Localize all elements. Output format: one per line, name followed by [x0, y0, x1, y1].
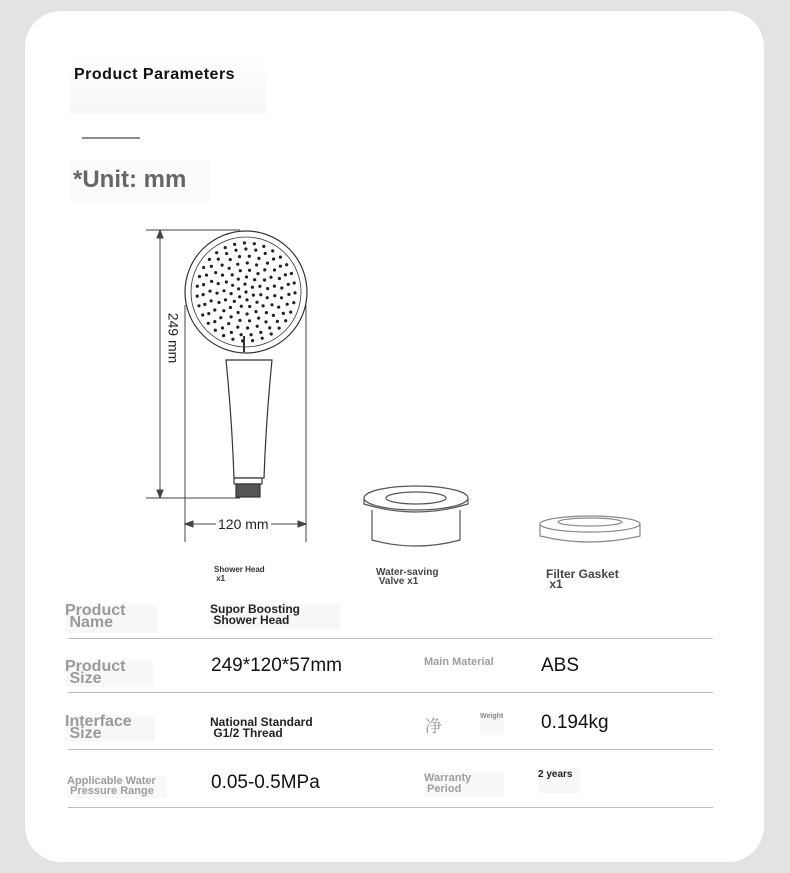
nozzle-dot [202, 293, 205, 296]
divider-dash [82, 137, 140, 139]
nozzle-dot [229, 306, 232, 309]
nozzle-dot [278, 327, 281, 330]
nozzle-dot [225, 252, 228, 255]
nozzle-dot [246, 326, 249, 329]
nozzle-dot [265, 311, 268, 314]
nozzle-dot [217, 282, 220, 285]
nozzle-dot [289, 311, 292, 314]
product-size-value: 249*120*57mm [211, 655, 342, 676]
nozzle-dot [245, 298, 248, 301]
weight-value: 0.194kg [541, 712, 609, 733]
nozzle-dot [255, 301, 258, 304]
nozzle-dot [293, 281, 296, 284]
nozzle-dot [210, 280, 213, 283]
nozzle-dot [246, 312, 249, 315]
nozzle-dot [271, 249, 274, 252]
nozzle-dot [290, 272, 293, 275]
nozzle-dot [262, 245, 265, 248]
nozzle-dot [231, 338, 234, 341]
nozzle-dot [251, 339, 254, 342]
nozzle-dot [280, 286, 283, 289]
nozzle-dot [237, 278, 240, 281]
nozzle-dot [221, 274, 224, 277]
section-title: Product Parameters [74, 66, 236, 83]
nozzle-dot [248, 319, 251, 322]
main-material-value: ABS [541, 655, 580, 676]
nozzle-dot [222, 309, 225, 312]
row-divider [68, 749, 713, 750]
nozzle-dot [252, 294, 255, 297]
nozzle-dot [210, 265, 213, 268]
gasket-caption: Filter Gasket x1 [546, 567, 619, 591]
nozzle-dot [222, 334, 225, 337]
nozzle-dot [268, 326, 271, 329]
nozzle-dot [237, 287, 240, 290]
nozzle-dot [244, 290, 247, 293]
nozzle-dot [244, 247, 247, 250]
nozzle-dot [225, 280, 228, 283]
nozzle-dot [285, 263, 288, 266]
nozzle-dot [213, 308, 216, 311]
nozzle-dot [224, 246, 227, 249]
row-divider [68, 638, 713, 639]
nozzle-dot [215, 292, 218, 295]
width-dimension-label: 120 mm [218, 516, 269, 532]
nozzle-dot [231, 284, 234, 287]
nozzle-dot [254, 249, 257, 252]
nozzle-dot [270, 303, 273, 306]
row-divider [68, 807, 713, 808]
nozzle-dot [259, 331, 262, 334]
nozzle-dot [201, 313, 204, 316]
nozzle-dot [257, 317, 260, 320]
nozzle-dot [243, 283, 246, 286]
nozzle-dot [261, 337, 264, 340]
nozzle-dot [219, 316, 222, 319]
nozzle-dot [234, 249, 237, 252]
nozzle-dot [203, 303, 206, 306]
nozzle-dot [259, 293, 262, 296]
nozzle-dot [251, 286, 254, 289]
nozzle-dot [287, 283, 290, 286]
interface-size-value: National Standard G1/2 Thread [210, 715, 313, 740]
nozzle-dot [196, 285, 199, 288]
nozzle-dot [272, 314, 275, 317]
nozzle-dot [263, 278, 266, 281]
section-heading [70, 54, 266, 114]
valve-caption: Water-saving Valve x1 [376, 567, 439, 587]
nozzle-dot [263, 268, 266, 271]
nozzle-dot [264, 252, 267, 255]
nozzle-dot [246, 261, 249, 264]
nozzle-dot [255, 263, 258, 266]
nozzle-dot [240, 305, 243, 308]
nozzle-dot [270, 332, 273, 335]
nozzle-dot [217, 258, 220, 261]
nozzle-dot [227, 322, 230, 325]
nozzle-dot [245, 275, 248, 278]
nozzle-dot [229, 258, 232, 261]
height-dimension-label: 249 mm [165, 312, 182, 364]
nozzle-dot [213, 320, 216, 323]
nozzle-dot [273, 268, 276, 271]
nozzle-dot [239, 269, 242, 272]
nozzle-dot [207, 322, 210, 325]
nozzle-dot [266, 287, 269, 290]
nozzle-dot [256, 272, 259, 275]
nozzle-dot [277, 306, 280, 309]
nozzle-dot [237, 311, 240, 314]
nozzle-dot [238, 255, 241, 258]
nozzle-dot [266, 262, 269, 265]
nozzle-dot [236, 263, 239, 266]
unit-label: *Unit: mm [73, 166, 187, 193]
product-name-value: Supor Boosting Shower Head [210, 604, 340, 630]
nozzle-dot [205, 274, 208, 277]
product-name-key: Product Name [65, 605, 157, 633]
nozzle-dot [284, 319, 287, 322]
nozzle-dot [278, 277, 281, 280]
nozzle-dot [238, 319, 241, 322]
nozzle-dot [221, 264, 224, 267]
nozzle-dot [217, 301, 220, 304]
nozzle-dot [273, 294, 276, 297]
nozzle-dot [214, 271, 217, 274]
nozzle-dot [248, 305, 251, 308]
nozzle-dot [224, 298, 227, 301]
nozzle-dot [214, 329, 217, 332]
row-divider [68, 692, 713, 693]
nozzle-dot [197, 304, 200, 307]
nozzle-dot [279, 265, 282, 268]
nozzle-dot [196, 295, 199, 298]
nozzle-dot [208, 258, 211, 261]
nozzle-dot [272, 257, 275, 260]
nozzle-dot [202, 266, 205, 269]
nozzle-dot [238, 295, 241, 298]
pressure-range-key: Applicable Water Pressure Range [67, 776, 167, 798]
nozzle-dot [236, 326, 239, 329]
nozzle-dot [253, 278, 256, 281]
nozzle-dot [221, 326, 224, 329]
weight-zh-label: 净 [425, 717, 442, 736]
gasket-drawing [540, 516, 640, 542]
nozzle-dot [287, 293, 290, 296]
main-material-key: Main Material [424, 656, 494, 668]
nozzle-dot [292, 301, 295, 304]
nozzle-dot [231, 273, 234, 276]
product-diagram [140, 220, 660, 560]
nozzle-dot [280, 296, 283, 299]
nozzle-dot [286, 303, 289, 306]
nozzle-dot [262, 304, 265, 307]
nozzle-dot [254, 310, 257, 313]
nozzle-dot [264, 320, 267, 323]
nozzle-dot [257, 257, 260, 260]
valve-drawing [364, 486, 468, 546]
nozzle-dot [256, 325, 259, 328]
nozzle-dot [258, 285, 261, 288]
nozzle-dot [207, 312, 210, 315]
weight-key: Weight [480, 713, 504, 735]
nozzle-dot [240, 333, 243, 336]
nozzle-dot [266, 296, 269, 299]
nozzle-dot [202, 283, 205, 286]
interface-size-key: Interface Size [65, 716, 155, 742]
nozzle-dot [241, 339, 244, 342]
shower-head-drawing [185, 231, 307, 497]
warranty-key: Warranty Period [424, 773, 504, 797]
product-size-key: Product Size [65, 661, 153, 687]
nozzle-dot [253, 242, 256, 245]
shower-head-caption: Shower Head x1 [214, 565, 265, 583]
nozzle-dot [198, 275, 201, 278]
nozzle-dot [230, 292, 233, 295]
nozzle-dot [230, 315, 233, 318]
nozzle-dot [282, 312, 285, 315]
nozzle-dot [250, 333, 253, 336]
nozzle-dot [273, 285, 276, 288]
nozzle-dot [210, 299, 213, 302]
warranty-value: 2 years [538, 769, 580, 793]
nozzle-dot [208, 290, 211, 293]
nozzle-dot [233, 243, 236, 246]
nozzle-dot [233, 300, 236, 303]
nozzle-dot [284, 273, 287, 276]
nozzle-dot [279, 256, 282, 259]
nozzle-dot [248, 255, 251, 258]
unit-banner [70, 160, 210, 204]
nozzle-dot [222, 289, 225, 292]
nozzle-dot [243, 241, 246, 244]
nozzle-dot [248, 269, 251, 272]
nozzle-dot [276, 320, 279, 323]
nozzle-dot [269, 276, 272, 279]
nozzle-dot [230, 331, 233, 334]
nozzle-dot [215, 251, 218, 254]
nozzle-dot [228, 267, 231, 270]
pressure-range-value: 0.05-0.5MPa [211, 772, 320, 793]
nozzle-dot [293, 291, 296, 294]
